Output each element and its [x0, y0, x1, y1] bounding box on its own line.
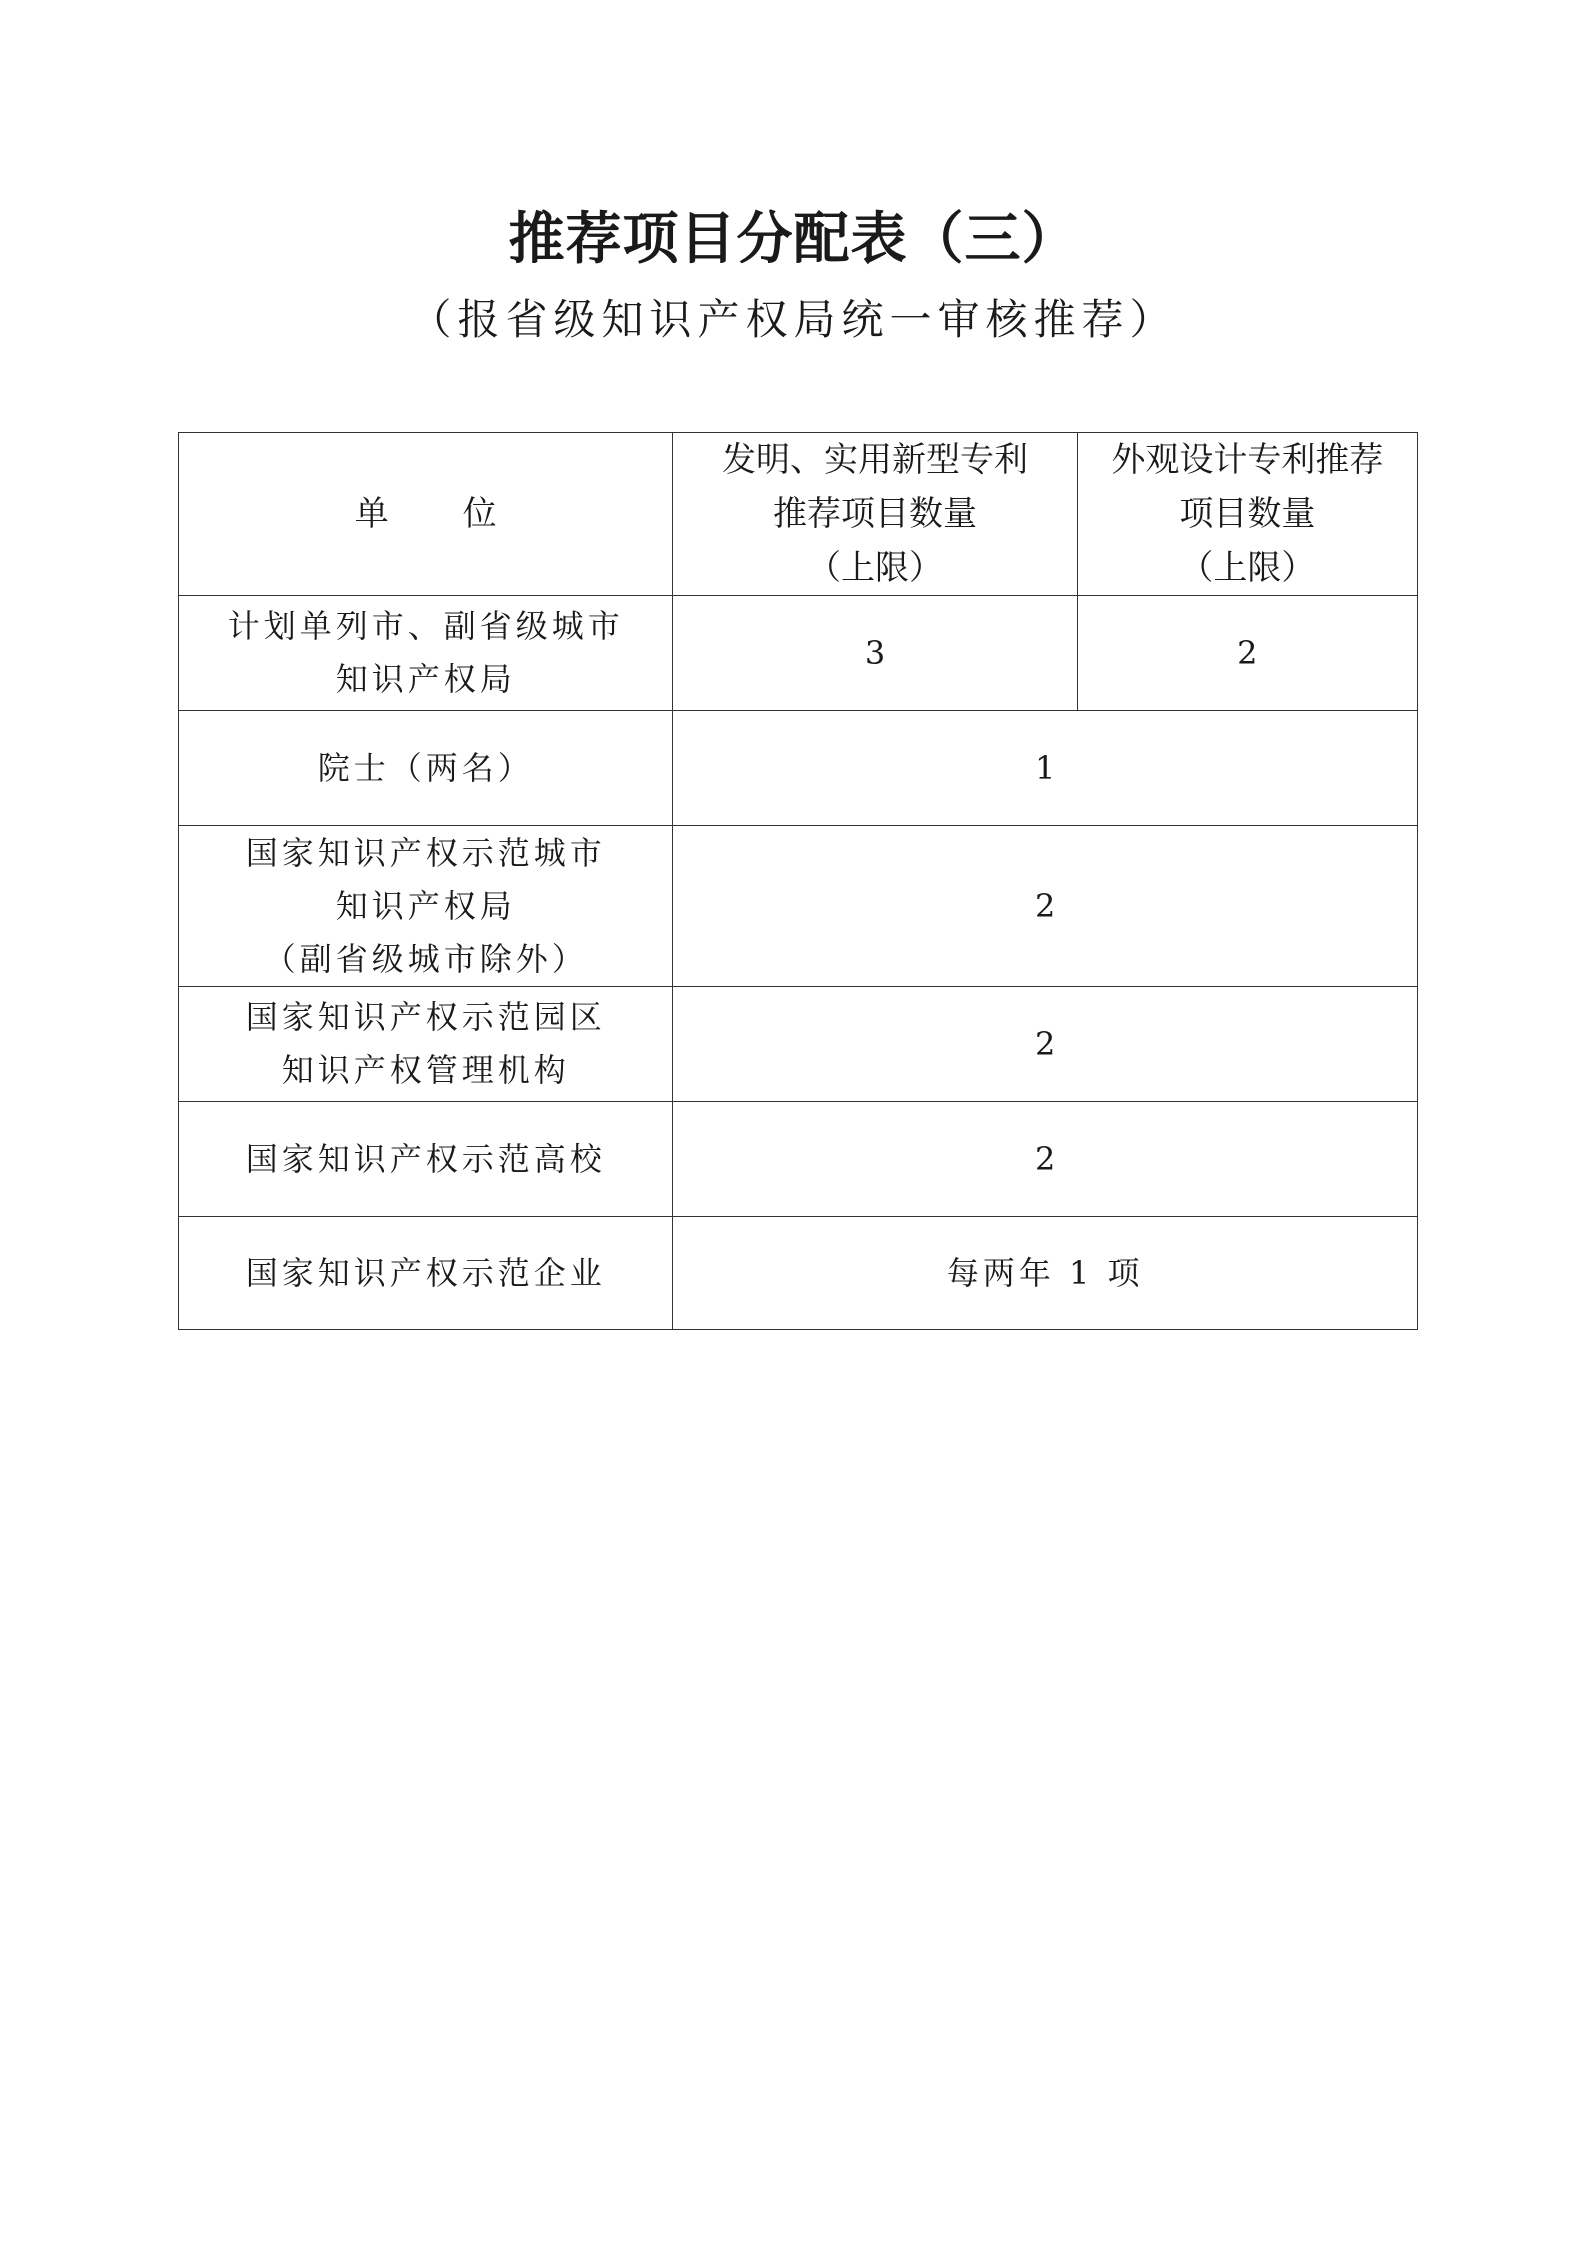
- unit-line: 计划单列市、副省级城市: [227, 607, 624, 645]
- unit-line: 知识产权局: [335, 660, 516, 698]
- unit-line: 国家知识产权示范企业: [245, 1253, 606, 1292]
- table-row: [179, 711, 1418, 826]
- table-row: [179, 826, 1418, 987]
- table-row: [179, 596, 1418, 711]
- allocation-table: [178, 432, 1418, 1330]
- header-design-line: 项目数量: [1179, 494, 1316, 534]
- unit-line: 国家知识产权示范城市: [245, 833, 606, 872]
- header-design: [1077, 433, 1417, 596]
- design-quota-cell: 2: [1077, 596, 1417, 711]
- combined-quota-cell: 2: [673, 987, 1418, 1102]
- combined-quota-cell: 1: [673, 711, 1418, 826]
- unit-line: 院士（两名）: [317, 748, 534, 787]
- table-header-row: [179, 433, 1418, 596]
- unit-line: 知识产权管理机构: [281, 1051, 570, 1089]
- header-invention-line: 发明、实用新型专利: [722, 440, 1029, 480]
- unit-line: 知识产权局: [335, 886, 516, 925]
- unit-line: 国家知识产权示范高校: [245, 1139, 606, 1178]
- table-row: [179, 1102, 1418, 1217]
- unit-line: 国家知识产权示范园区: [245, 998, 606, 1036]
- header-design-line: （上限）: [1179, 548, 1316, 588]
- unit-cell: [179, 711, 673, 826]
- combined-quota-cell: 每两年 1 项: [673, 1217, 1418, 1330]
- unit-cell: [179, 1217, 673, 1330]
- unit-line: （副省级城市除外）: [263, 939, 588, 978]
- combined-quota-cell: 2: [673, 1102, 1418, 1217]
- header-invention: [673, 433, 1077, 596]
- unit-cell: [179, 1102, 673, 1217]
- header-unit: [179, 433, 673, 596]
- header-invention-line: 推荐项目数量: [773, 494, 978, 534]
- table-row: [179, 1217, 1418, 1330]
- combined-quota-cell: 2: [673, 826, 1418, 987]
- header-invention-line: （上限）: [807, 548, 944, 588]
- document-title: 推荐项目分配表（三）: [508, 207, 1079, 272]
- unit-cell: [179, 596, 673, 711]
- invention-quota-cell: 3: [673, 596, 1077, 711]
- table-row: [179, 987, 1418, 1102]
- document-subtitle: （报省级知识产权局统一审核推荐）: [409, 295, 1178, 344]
- unit-cell: [179, 987, 673, 1102]
- header-unit-label: 单位: [354, 494, 571, 534]
- header-design-line: 外观设计专利推荐: [1111, 440, 1384, 480]
- unit-cell: [179, 826, 673, 987]
